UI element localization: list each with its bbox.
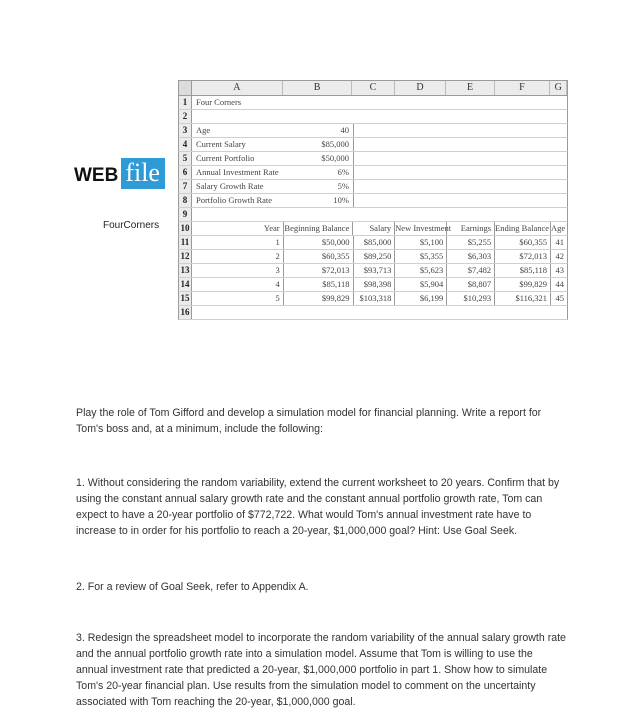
row-number[interactable]: 9: [179, 208, 192, 221]
cell-value[interactable]: 5%: [284, 180, 354, 193]
cell-value[interactable]: 6%: [284, 166, 354, 179]
item-3-text: 3. Redesign the spreadsheet model to incorporate the random variability of the annual salary growth rate and the annual portfolio growth rate into a simulation model. Assume that Tom is willing to use the annual investment rate that predicted a 20-year, $1,000,000 portfolio in part 1. Show how to simulate Tom's 20-year financial plan. Use results from the simulation model to comment on the uncertainty associated with Tom reaching the 20-year, $1,000,000 goal.: [76, 632, 566, 708]
spreadsheet: [178, 80, 568, 320]
item-2: [76, 579, 566, 595]
sheet-row-header: [178, 222, 568, 236]
logo-file-text: file: [121, 158, 165, 189]
row-number[interactable]: 1: [179, 96, 192, 109]
row-number[interactable]: 10: [179, 222, 192, 235]
item-1-text: 1. Without considering the random variability, extend the current worksheet to 20 years. Confirm that by using the constant annual salary growth rate and the constant annual portfolio growth rate, Tom can expect to have a 20-year portfolio of $772,722. What would Tom's annual investment rate have to increase to in order for his portfolio to reach a 20-year, $1,000,000 goal? Hint: Use Goal Seek.: [76, 477, 560, 537]
cell-age[interactable]: 41: [555, 237, 564, 247]
cell-ending-balance[interactable]: $72,013: [495, 250, 551, 263]
cell-title[interactable]: Four Corners: [196, 97, 242, 107]
cell-salary[interactable]: $85,000: [354, 236, 396, 249]
cell-ending-balance[interactable]: $116,321: [495, 292, 551, 305]
cell-ending-balance[interactable]: $99,829: [495, 278, 551, 291]
sheet-row: [178, 180, 568, 194]
sheet-row: [178, 166, 568, 180]
table-row: [178, 250, 568, 264]
cell-earnings[interactable]: $7,482: [447, 264, 495, 277]
cell-new-investment[interactable]: $5,904: [395, 278, 447, 291]
column-header-a[interactable]: A: [192, 81, 283, 95]
cell-salary[interactable]: $89,250: [354, 250, 396, 263]
cell-label[interactable]: Portfolio Growth Rate: [196, 195, 273, 205]
cell-new-investment[interactable]: $6,199: [395, 292, 447, 305]
row-number[interactable]: 4: [179, 138, 192, 151]
cell-earnings[interactable]: $6,303: [447, 250, 495, 263]
cell-year[interactable]: 1: [192, 236, 284, 249]
cell-new-investment[interactable]: $5,100: [395, 236, 447, 249]
cell-salary[interactable]: $98,398: [354, 278, 396, 291]
cell-age-header[interactable]: Age: [551, 223, 566, 233]
cell-year[interactable]: 3: [192, 264, 284, 277]
cell-new-investment[interactable]: $5,355: [395, 250, 447, 263]
item-2-text: 2. For a review of Goal Seek, refer to Appendix A.: [76, 581, 309, 593]
cell-age[interactable]: 43: [555, 265, 564, 275]
row-number[interactable]: 12: [179, 250, 192, 263]
column-header-b[interactable]: B: [283, 81, 353, 95]
column-header-g[interactable]: G: [550, 81, 567, 95]
row-number[interactable]: 7: [179, 180, 192, 193]
cell-earnings[interactable]: $10,293: [447, 292, 495, 305]
sheet-row: [178, 208, 568, 222]
cell-salary[interactable]: $93,713: [354, 264, 396, 277]
column-header-f[interactable]: F: [495, 81, 551, 95]
cell-year[interactable]: 4: [192, 278, 284, 291]
column-header-e[interactable]: E: [446, 81, 494, 95]
item-1: [76, 475, 566, 539]
cell-beginning-balance-header[interactable]: Beginning Balance: [284, 222, 354, 235]
column-header-d[interactable]: D: [395, 81, 447, 95]
cell-value[interactable]: $85,000: [284, 138, 354, 151]
select-all-corner[interactable]: [179, 81, 192, 95]
cell-value[interactable]: 40: [284, 124, 354, 137]
cell-ending-balance[interactable]: $60,355: [495, 236, 551, 249]
logo-web-text: WEB: [74, 165, 119, 186]
cell-label[interactable]: Current Salary: [196, 139, 246, 149]
sheet-row: [178, 138, 568, 152]
cell-age[interactable]: 42: [555, 251, 564, 261]
cell-age[interactable]: 44: [555, 279, 564, 289]
table-row: [178, 236, 568, 250]
row-number[interactable]: 2: [179, 110, 192, 123]
row-number[interactable]: 8: [179, 194, 192, 207]
cell-label[interactable]: Annual Investment Rate: [196, 167, 279, 177]
cell-new-investment-header[interactable]: New Investment: [395, 223, 452, 233]
row-number[interactable]: 15: [179, 292, 192, 305]
sheet-row: [178, 306, 568, 320]
cell-beginning-balance[interactable]: $85,118: [284, 278, 354, 291]
cell-earnings[interactable]: $8,807: [447, 278, 495, 291]
cell-ending-balance[interactable]: $85,118: [495, 264, 551, 277]
table-row: [178, 264, 568, 278]
cell-earnings-header[interactable]: Earnings: [447, 222, 495, 235]
intro-paragraph: [76, 405, 566, 437]
cell-new-investment[interactable]: $5,623: [395, 264, 447, 277]
cell-salary-header[interactable]: Salary: [353, 222, 395, 235]
logo-caption: FourCorners: [103, 220, 160, 231]
cell-age[interactable]: 45: [555, 293, 564, 303]
cell-beginning-balance[interactable]: $99,829: [284, 292, 354, 305]
webfile-logo: [74, 158, 165, 188]
sheet-row: [178, 152, 568, 166]
row-number[interactable]: 16: [179, 306, 192, 319]
cell-year-header[interactable]: Year: [192, 222, 284, 235]
cell-value[interactable]: $50,000: [284, 152, 354, 165]
row-number[interactable]: 11: [179, 236, 192, 249]
cell-label[interactable]: Current Portfolio: [196, 153, 255, 163]
cell-year[interactable]: 2: [192, 250, 284, 263]
intro-text: Play the role of Tom Gifford and develop a simulation model for financial planning. Write a report for Tom's boss and, at a minimum, include the following:: [76, 407, 542, 435]
table-row: [178, 278, 568, 292]
cell-salary[interactable]: $103,318: [354, 292, 396, 305]
column-header-row: [178, 80, 568, 96]
row-number[interactable]: 14: [179, 278, 192, 291]
sheet-row: [178, 96, 568, 110]
cell-value[interactable]: 10%: [284, 194, 354, 207]
row-number[interactable]: 13: [179, 264, 192, 277]
cell-beginning-balance[interactable]: $72,013: [284, 264, 354, 277]
row-number[interactable]: 3: [179, 124, 192, 137]
table-row: [178, 292, 568, 306]
column-header-c[interactable]: C: [352, 81, 394, 95]
cell-ending-balance-header[interactable]: Ending Balance: [495, 223, 550, 233]
sheet-row: [178, 194, 568, 208]
cell-label[interactable]: Age: [196, 125, 211, 135]
sheet-row: [178, 110, 568, 124]
row-number[interactable]: 6: [179, 166, 192, 179]
cell-year[interactable]: 5: [192, 292, 284, 305]
cell-beginning-balance[interactable]: $60,355: [284, 250, 354, 263]
cell-beginning-balance[interactable]: $50,000: [284, 236, 354, 249]
cell-label[interactable]: Salary Growth Rate: [196, 181, 264, 191]
sheet-row: [178, 124, 568, 138]
cell-earnings[interactable]: $5,255: [447, 236, 495, 249]
item-3: [76, 630, 566, 710]
row-number[interactable]: 5: [179, 152, 192, 165]
